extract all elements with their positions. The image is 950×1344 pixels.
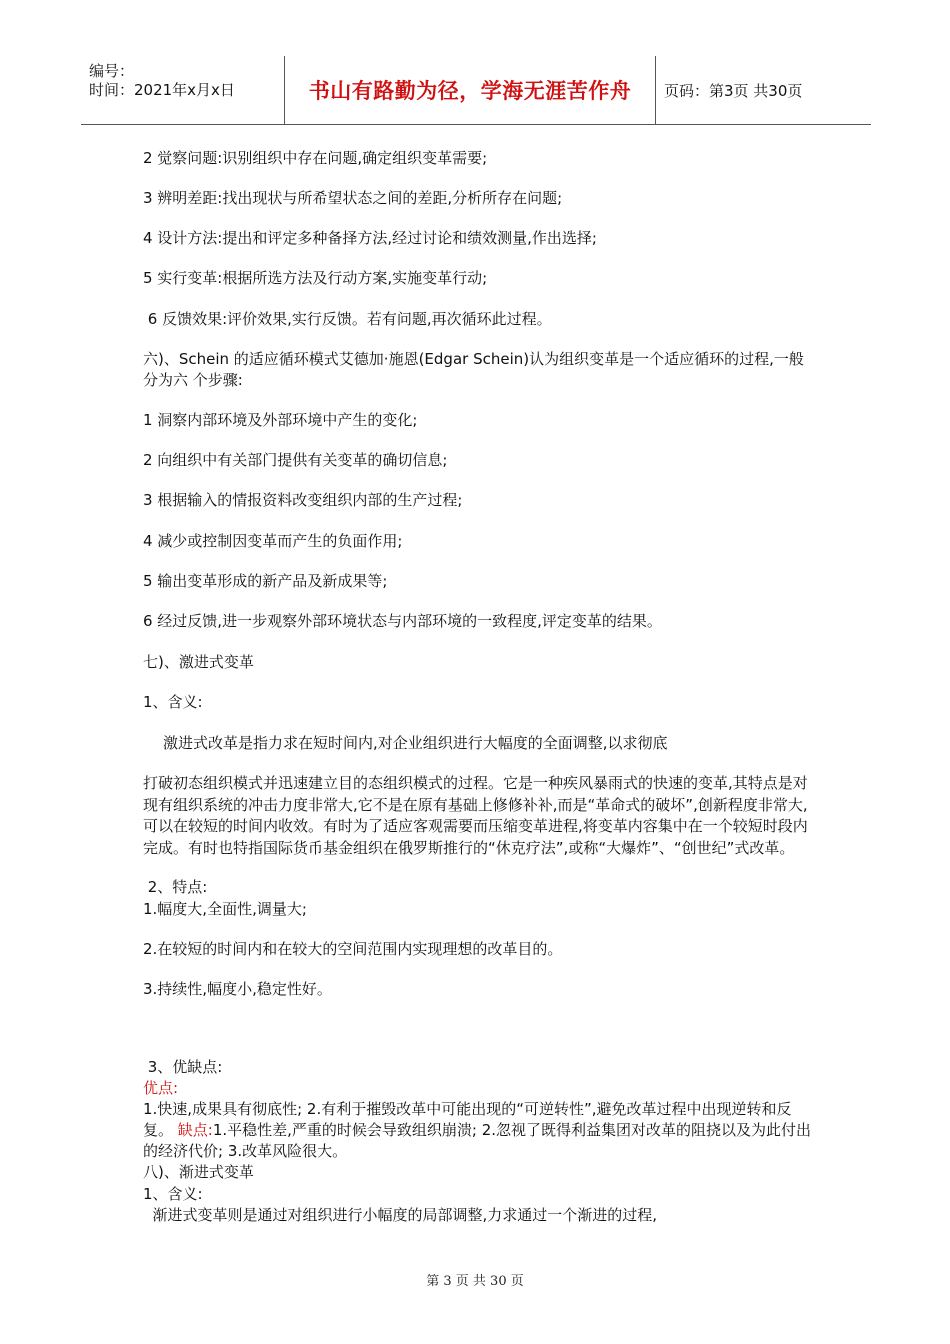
step-line: 4 设计方法:提出和评定多种备择方法,经过讨论和绩效测量,作出选择;	[143, 229, 597, 247]
step-line: 3 辨明差距:找出现状与所希望状态之间的差距,分析所存在问题;	[143, 189, 563, 207]
feature-item: 1.幅度大,全面性,调量大;	[143, 900, 307, 918]
subsection-heading: 2、特点:	[143, 878, 208, 896]
pros-cons-paragraph	[143, 1099, 813, 1162]
step-line: 2 觉察问题:识别组织中存在问题,确定组织变革需要;	[143, 149, 488, 167]
pros-text: 1.快速,成果具有彻底性; 2.有利于摧毁改革中可能出现的“可逆转性”,避免改革过程中出现逆转和反复。	[143, 1100, 792, 1139]
feature-item: 3.持续性,幅度小,稳定性好。	[143, 980, 332, 998]
schein-step: 1 洞察内部环境及外部环境中产生的变化;	[143, 411, 418, 429]
step-line: 5 实行变革:根据所选方法及行动方案,实施变革行动;	[143, 269, 488, 287]
schein-step: 4 减少或控制因变革而产生的负面作用;	[143, 532, 403, 550]
header-meta	[89, 62, 279, 100]
document-time: 时间：2021年x月x日	[89, 81, 235, 99]
page-footer: 第 3 页 共 30 页	[426, 1274, 524, 1289]
step-line: 6 反馈效果:评价效果,实行反馈。若有问题,再次循环此过程。	[143, 310, 552, 328]
schein-step: 5 输出变革形成的新产品及新成果等;	[143, 572, 388, 590]
feature-item: 2.在较短的时间内和在较大的空间范围内实现理想的改革目的。	[143, 940, 563, 958]
pros-label: 优点:	[143, 1079, 179, 1097]
gradual-definition: 渐进式变革则是通过对组织进行小幅度的局部调整,力求通过一个渐进的过程,	[143, 1206, 658, 1224]
definition-paragraph: 打破初态组织模式并迅速建立目的态组织模式的过程。它是一种疾风暴雨式的快速的变革,其特点是对现有组织系统的冲击力度非常大,它不是在原有基础上修修补补,而是“革命式的破坏”,创新程度非常大,可以在较短的时间内收效。有时为了适应客观需要而压缩变革进程,将变革内容集中在一个较短时段内完成。有时也特指国际货币基金组织在俄罗斯推行的“休克疗法”,或称“大爆炸”、“创世纪”式改革。	[143, 774, 808, 857]
subsection-heading: 3、优缺点:	[143, 1058, 223, 1076]
definition-first-line: 激进式改革是指力求在短时间内,对企业组织进行大幅度的全面调整,以求彻底	[163, 734, 668, 752]
schein-intro: 六)、Schein 的适应循环模式艾德加·施恩(Edgar Schein)认为组织变革是一个适应循环的过程,一般分为六 个步骤:	[143, 350, 804, 389]
cons-text: 1.平稳性差,严重的时候会导致组织崩溃; 2.忽视了既得利益集团对改革的阻挠以及为此付出的经济代价; 3.改革风险很大。	[143, 1121, 812, 1160]
cons-label: 缺点:	[177, 1121, 213, 1139]
schein-step: 6 经过反馈,进一步观察外部环境状态与内部环境的一致程度,评定变革的结果。	[143, 612, 662, 630]
document-number: 编号：	[89, 62, 135, 80]
subsection-heading: 1、含义:	[143, 693, 203, 711]
header-motto: 书山有路勤为径，学海无涯苦作舟	[284, 56, 656, 124]
page-header	[81, 56, 871, 125]
section-heading: 八)、渐进式变革	[143, 1163, 254, 1181]
section-heading: 七)、激进式变革	[143, 653, 254, 671]
schein-step: 2 向组织中有关部门提供有关变革的确切信息;	[143, 451, 448, 469]
header-page-number: 页码：第3页 共30页	[664, 82, 803, 100]
subsection-heading: 1、含义:	[143, 1185, 203, 1203]
schein-step: 3 根据输入的情报资料改变组织内部的生产过程;	[143, 491, 463, 509]
